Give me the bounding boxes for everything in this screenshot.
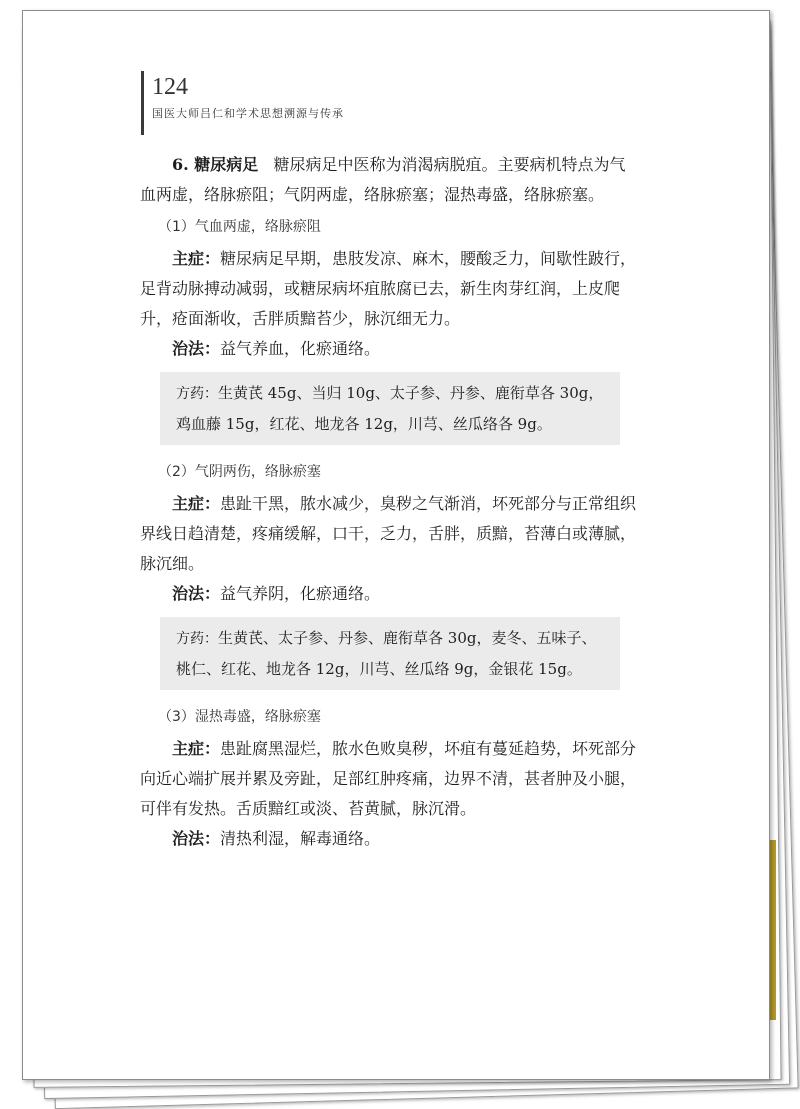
section-intro-text: 糖尿病足中医称为消渴病脱疽。主要病机特点为气血两虚，络脉瘀阻；气阴两虚，络脉瘀塞；湿热毒盛，络脉瘀塞。	[140, 155, 626, 204]
prescription-text: 生黄芪 45g、当归 10g、太子参、丹参、鹿衔草各 30g，鸡血藤 15g，红花、地龙各 12g，川芎、丝瓜络各 9g。	[176, 384, 604, 433]
symptom-label: 主症：	[172, 494, 221, 513]
book-title: 国医大师吕仁和学术思想溯源与传承	[152, 107, 344, 120]
treatment-paragraph	[140, 824, 640, 854]
treatment-paragraph	[140, 579, 640, 609]
symptom-paragraph	[140, 734, 640, 824]
symptom-label: 主症：	[172, 739, 221, 758]
type-heading: （3）湿热毒盛，络脉瘀塞	[158, 709, 321, 725]
prescription-label: 方药：	[176, 386, 218, 402]
symptom-paragraph	[140, 244, 640, 334]
prescription-label: 方药：	[176, 631, 218, 647]
page-content	[140, 150, 640, 854]
treatment-text: 益气养血，化瘀通络。	[220, 339, 381, 358]
prescription-box	[160, 372, 620, 445]
symptom-text: 患趾腐黑湿烂，脓水色败臭秽，坏疽有蔓延趋势，坏死部分向近心端扩展并累及旁趾，足部红肿疼痛，边界不清，甚者肿及小腿，可伴有发热。舌质黯红或淡、苔黄腻，脉沉滑。	[140, 739, 637, 818]
symptom-label: 主症：	[172, 249, 221, 268]
section-title: 6. 糖尿病足	[172, 155, 259, 174]
treatment-label: 治法：	[172, 339, 221, 358]
treatment-paragraph	[140, 334, 640, 364]
type-heading: （1）气血两虚，络脉瘀阻	[158, 219, 321, 235]
running-header	[141, 71, 344, 135]
type-heading: （2）气阴两伤，络脉瘀塞	[158, 464, 321, 480]
section-intro	[140, 150, 640, 210]
symptom-text: 患趾干黑，脓水减少，臭秽之气渐消，坏死部分与正常组织界线日趋清楚，疼痛缓解，口干，乏力，舌胖，质黯，苔薄白或薄腻，脉沉细。	[140, 494, 637, 573]
prescription-text: 生黄芪、太子参、丹参、鹿衔草各 30g，麦冬、五味子、桃仁、红花、地龙各 12g，川芎、丝瓜络 9g，金银花 15g。	[176, 629, 597, 678]
symptom-text: 糖尿病足早期，患肢发凉、麻木，腰酸乏力，间歇性跛行，足背动脉搏动减弱，或糖尿病坏疽脓腐已去，新生肉芽红润，上皮爬升，疮面渐收，舌胖质黯苔少，脉沉细无力。	[140, 249, 637, 328]
treatment-text: 清热利湿，解毒通络。	[220, 829, 381, 848]
page-number: 124	[152, 74, 188, 100]
treatment-label: 治法：	[172, 829, 221, 848]
treatment-text: 益气养阴，化瘀通络。	[220, 584, 381, 603]
prescription-box	[160, 617, 620, 690]
treatment-label: 治法：	[172, 584, 221, 603]
symptom-paragraph	[140, 489, 640, 579]
